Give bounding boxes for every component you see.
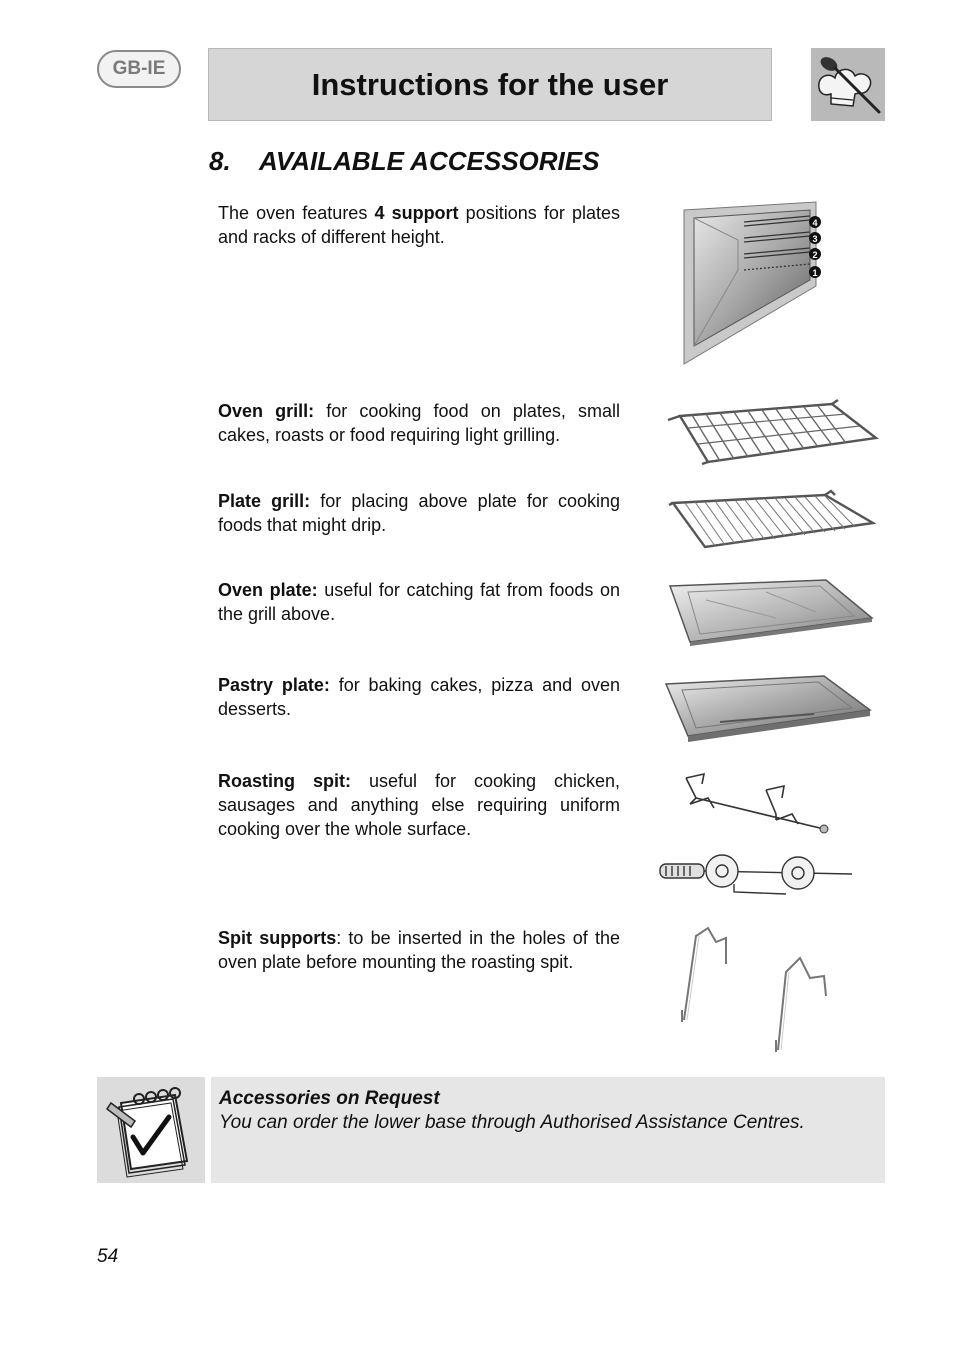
svg-text:3: 3 — [812, 234, 818, 244]
svg-text:1: 1 — [812, 268, 818, 278]
oven-cavity-illustration — [682, 200, 822, 366]
oven-grill-illustration — [662, 398, 880, 468]
chef-hat-spoon-icon — [811, 48, 885, 121]
accessory-oven-grill: Oven grill: for cooking food on plates, small cakes, roasts or food requiring light grilling. — [218, 401, 620, 445]
pastry-plate-illustration — [664, 674, 872, 744]
page-number: 54 — [97, 1246, 119, 1267]
section-title: AVAILABLE ACCESSORIES — [259, 146, 600, 176]
notepad-check-icon — [97, 1077, 205, 1183]
spit-supports-illustration — [676, 924, 836, 1056]
accessory-plate-grill: Plate grill: for placing above plate for cooking foods that might drip. — [218, 491, 620, 535]
intro-paragraph: The oven features 4 support positions for plates and racks of different height. — [218, 203, 620, 247]
roasting-spit-illustration — [656, 768, 856, 908]
accessory-roasting-spit: Roasting spit: useful for cooking chicken, sausages and anything else requiring uniform cooking over the whole surface. — [218, 771, 621, 839]
chef-logo — [811, 48, 885, 121]
note-title: Accessories on Request — [219, 1088, 440, 1109]
section-heading — [209, 146, 599, 177]
svg-text:2: 2 — [812, 250, 818, 260]
plate-grill-illustration — [665, 489, 877, 553]
note-text: You can order the lower base through Authorised Assistance Centres. — [219, 1112, 805, 1133]
note-icon-panel — [97, 1077, 205, 1183]
language-badge: GB-IE — [97, 50, 181, 88]
accessory-spit-supports: Spit supports: to be inserted in the holes of the oven plate before mounting the roasting spit. — [218, 928, 620, 972]
oven-plate-illustration — [666, 578, 874, 648]
accessory-pastry-plate: Pastry plate: for baking cakes, pizza and oven desserts. — [218, 675, 620, 719]
svg-text:4: 4 — [812, 218, 818, 228]
section-number: 8. — [209, 146, 231, 176]
accessory-oven-plate: Oven plate: useful for catching fat from foods on the grill above. — [218, 580, 621, 624]
page-title: Instructions for the user — [208, 48, 772, 121]
